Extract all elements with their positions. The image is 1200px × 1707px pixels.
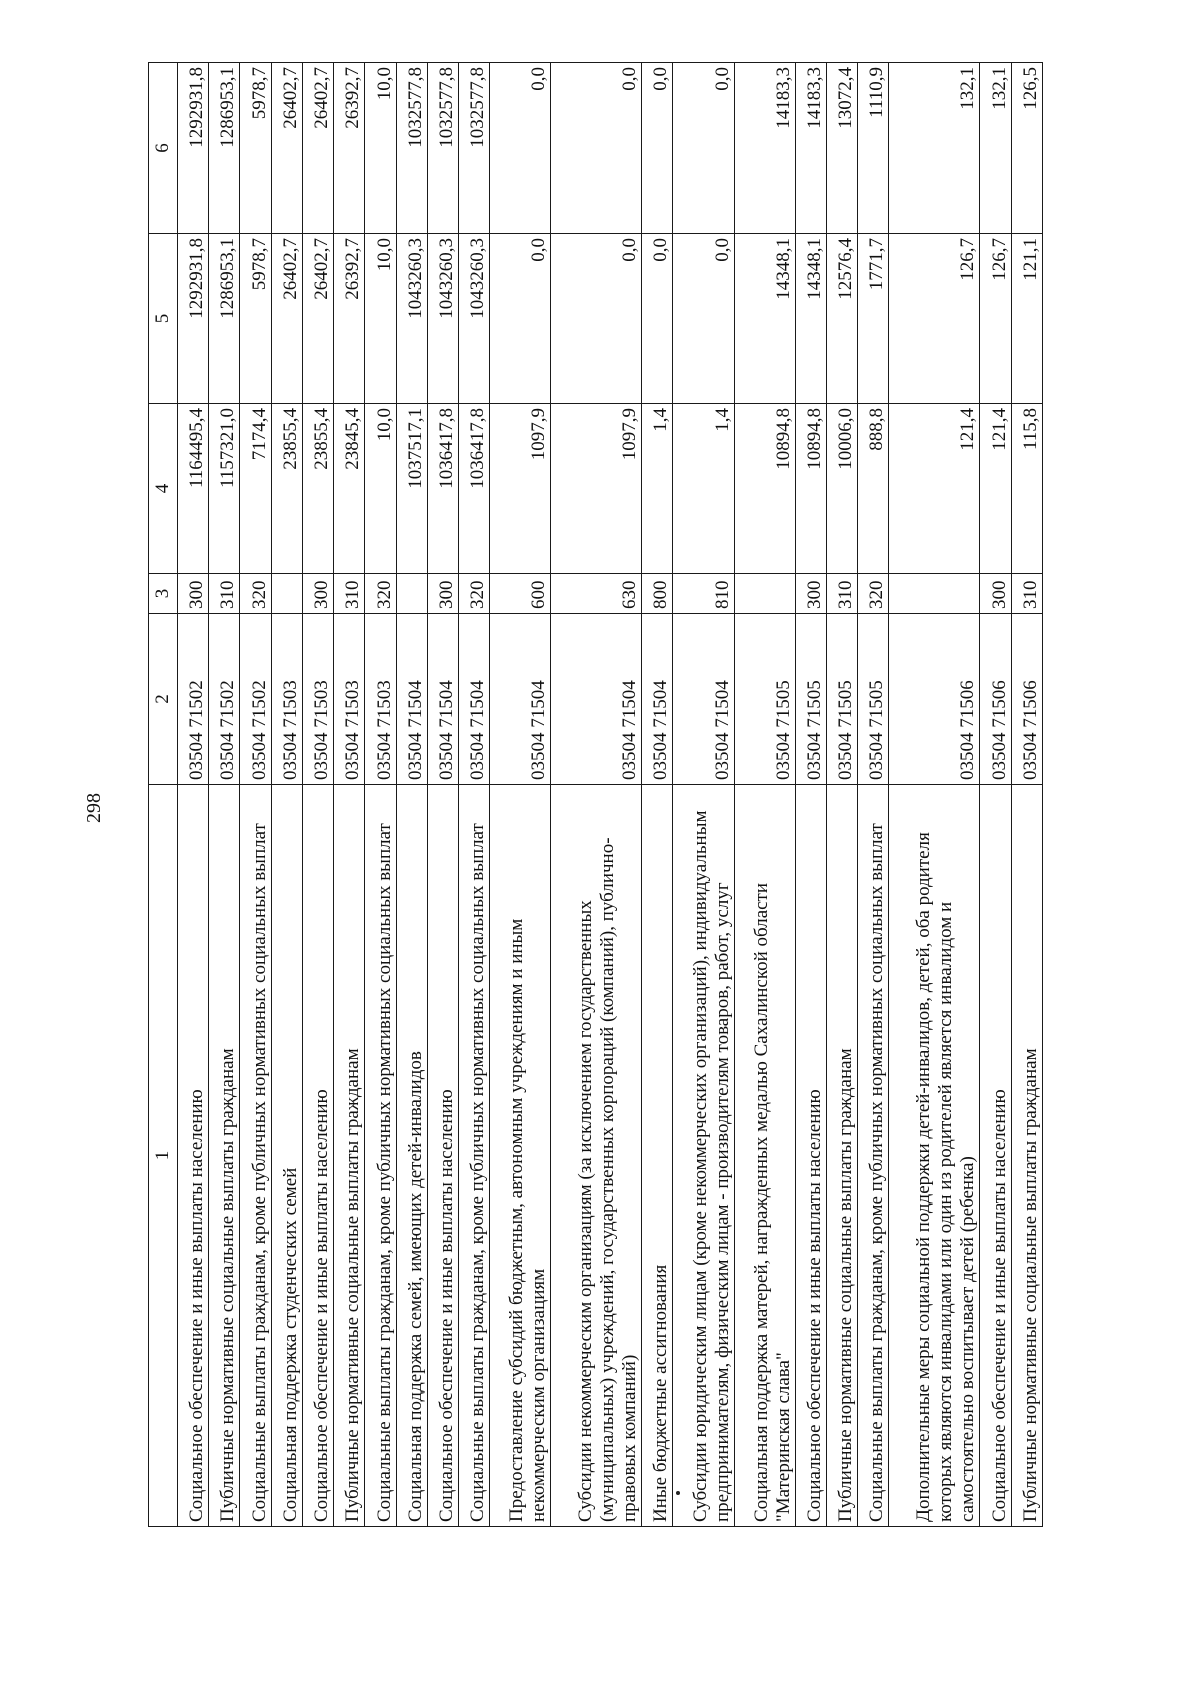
column-header: 6: [149, 63, 178, 234]
column-header: 3: [149, 574, 178, 614]
row-value-col5: 126,7: [980, 234, 1011, 404]
row-value-col4: 1097,9: [490, 404, 551, 574]
row-name-cell: Иные бюджетные ассигнования: [642, 785, 673, 1527]
row-value-col6: 132,1: [889, 63, 980, 234]
row-name-cell: Социальное обеспечение и иные выплаты населению: [302, 785, 333, 1527]
table-row: [240, 63, 271, 1527]
row-expense-type-cell: 600: [490, 574, 551, 614]
row-value-col4: 10894,8: [795, 404, 826, 574]
row-value-col6: 14183,3: [795, 63, 826, 234]
row-name-cell: Публичные нормативные социальные выплаты гражданам: [334, 785, 365, 1527]
row-value-col6: 1032577,8: [427, 63, 458, 234]
row-value-col4: 115,8: [1011, 404, 1043, 574]
row-code-cell: 03504 71505: [826, 614, 857, 785]
row-expense-type-cell: 300: [302, 574, 333, 614]
table-row: [458, 63, 489, 1527]
row-code-cell: 03504 71504: [673, 614, 734, 785]
row-value-col5: 0,0: [673, 234, 734, 404]
row-value-col6: 126,5: [1011, 63, 1043, 234]
row-value-col6: 10,0: [365, 63, 396, 234]
row-value-col5: 1043260,3: [458, 234, 489, 404]
budget-table-rotated: [148, 63, 1043, 1527]
table-row: [642, 63, 673, 1527]
row-value-col5: 126,7: [889, 234, 980, 404]
table-row: [271, 63, 302, 1527]
row-value-col4: 23845,4: [334, 404, 365, 574]
row-expense-type-cell: 320: [858, 574, 889, 614]
row-name-cell: Дополнительные меры социальной поддержки детей-инвалидов, детей, оба родителя которых являются инвалидами или один из родителей является инвалидом и самостоятельно воспитывает детей (ребенка): [889, 785, 980, 1527]
column-header: 4: [149, 404, 178, 574]
row-value-col5: 121,1: [1011, 234, 1043, 404]
row-value-col4: 1037517,1: [396, 404, 427, 574]
table-header-row: [149, 63, 178, 1527]
row-value-col6: 14183,3: [734, 63, 795, 234]
row-expense-type-cell: 300: [178, 574, 209, 614]
row-value-col4: 888,8: [858, 404, 889, 574]
row-value-col6: 1032577,8: [458, 63, 489, 234]
budget-table: [148, 62, 1043, 1527]
row-expense-type-cell: 310: [209, 574, 240, 614]
table-row: [490, 63, 551, 1527]
row-code-cell: 03504 71502: [178, 614, 209, 785]
table-row: [427, 63, 458, 1527]
row-code-cell: 03504 71505: [734, 614, 795, 785]
row-value-col5: 10,0: [365, 234, 396, 404]
row-code-cell: 03504 71506: [889, 614, 980, 785]
row-value-col4: 23855,4: [302, 404, 333, 574]
table-row: [795, 63, 826, 1527]
row-expense-type-cell: 320: [458, 574, 489, 614]
row-name-cell: Субсидии некоммерческим организациям (за исключением государственных (муниципальных) учреждений, государственных корпораций (компаний), публично-правовых компаний): [551, 785, 642, 1527]
row-value-col4: 10894,8: [734, 404, 795, 574]
row-value-col4: 23855,4: [271, 404, 302, 574]
row-code-cell: 03504 71504: [551, 614, 642, 785]
row-name-cell: Публичные нормативные социальные выплаты гражданам: [209, 785, 240, 1527]
row-value-col5: 14348,1: [734, 234, 795, 404]
row-value-col6: 5978,7: [240, 63, 271, 234]
row-value-col6: 26402,7: [271, 63, 302, 234]
row-value-col6: 1292931,8: [178, 63, 209, 234]
table-row: [209, 63, 240, 1527]
row-code-cell: 03504 71503: [271, 614, 302, 785]
table-row: [1011, 63, 1043, 1527]
row-value-col4: 1036417,8: [427, 404, 458, 574]
row-value-col5: 12576,4: [826, 234, 857, 404]
row-value-col6: 1110,9: [858, 63, 889, 234]
row-code-cell: 03504 71502: [240, 614, 271, 785]
row-code-cell: 03504 71503: [365, 614, 396, 785]
row-value-col5: 0,0: [490, 234, 551, 404]
row-code-cell: 03504 71504: [490, 614, 551, 785]
row-value-col5: 5978,7: [240, 234, 271, 404]
row-expense-type-cell: [396, 574, 427, 614]
row-value-col5: 26402,7: [302, 234, 333, 404]
row-value-col5: 14348,1: [795, 234, 826, 404]
table-row: [826, 63, 857, 1527]
row-name-cell: Социальное обеспечение и иные выплаты населению: [795, 785, 826, 1527]
column-header: 2: [149, 614, 178, 785]
table-row: [334, 63, 365, 1527]
table-row: [551, 63, 642, 1527]
row-expense-type-cell: 300: [795, 574, 826, 614]
table-row: [889, 63, 980, 1527]
row-value-col6: 1286953,1: [209, 63, 240, 234]
row-value-col5: 0,0: [551, 234, 642, 404]
row-value-col6: 1032577,8: [396, 63, 427, 234]
table-row: [734, 63, 795, 1527]
table-row: [302, 63, 333, 1527]
row-value-col5: 26392,7: [334, 234, 365, 404]
row-value-col4: 7174,4: [240, 404, 271, 574]
row-expense-type-cell: [734, 574, 795, 614]
scan-speck: [676, 1491, 680, 1495]
row-value-col5: 0,0: [642, 234, 673, 404]
row-name-cell: Социальные выплаты гражданам, кроме публичных нормативных социальных выплат: [240, 785, 271, 1527]
row-code-cell: 03504 71503: [302, 614, 333, 785]
row-value-col4: 1164495,4: [178, 404, 209, 574]
row-name-cell: Социальные выплаты гражданам, кроме публичных нормативных социальных выплат: [365, 785, 396, 1527]
page-number: 298: [83, 793, 105, 823]
table-body: [178, 63, 1043, 1527]
table-row: [178, 63, 209, 1527]
column-header: 5: [149, 234, 178, 404]
row-expense-type-cell: 310: [334, 574, 365, 614]
row-value-col4: 121,4: [980, 404, 1011, 574]
row-value-col4: 10,0: [365, 404, 396, 574]
row-value-col4: 1097,9: [551, 404, 642, 574]
row-expense-type-cell: 310: [826, 574, 857, 614]
row-code-cell: 03504 71504: [396, 614, 427, 785]
table-row: [858, 63, 889, 1527]
table-row: [365, 63, 396, 1527]
table-row: [980, 63, 1011, 1527]
row-expense-type-cell: 300: [427, 574, 458, 614]
row-code-cell: 03504 71502: [209, 614, 240, 785]
row-code-cell: 03504 71504: [642, 614, 673, 785]
row-value-col4: 1,4: [642, 404, 673, 574]
row-expense-type-cell: [889, 574, 980, 614]
table-row: [673, 63, 734, 1527]
row-expense-type-cell: 630: [551, 574, 642, 614]
row-name-cell: Социальная поддержка семей, имеющих детей-инвалидов: [396, 785, 427, 1527]
row-value-col5: 1286953,1: [209, 234, 240, 404]
row-value-col4: 1036417,8: [458, 404, 489, 574]
row-name-cell: Публичные нормативные социальные выплаты гражданам: [826, 785, 857, 1527]
row-value-col6: 26392,7: [334, 63, 365, 234]
row-value-col5: 1771,7: [858, 234, 889, 404]
row-value-col4: 1,4: [673, 404, 734, 574]
row-code-cell: 03504 71503: [334, 614, 365, 785]
row-name-cell: Предоставление субсидий бюджетным, автономным учреждениям и иным некоммерческим организациям: [490, 785, 551, 1527]
row-value-col5: 1292931,8: [178, 234, 209, 404]
row-value-col4: 1157321,0: [209, 404, 240, 574]
row-name-cell: Социальные выплаты гражданам, кроме публичных нормативных социальных выплат: [858, 785, 889, 1527]
row-name-cell: Социальное обеспечение и иные выплаты населению: [178, 785, 209, 1527]
row-value-col6: 0,0: [642, 63, 673, 234]
row-code-cell: 03504 71506: [1011, 614, 1043, 785]
row-expense-type-cell: 300: [980, 574, 1011, 614]
row-code-cell: 03504 71505: [795, 614, 826, 785]
row-value-col6: 26402,7: [302, 63, 333, 234]
row-value-col6: 0,0: [673, 63, 734, 234]
row-code-cell: 03504 71504: [427, 614, 458, 785]
row-name-cell: Социальные выплаты гражданам, кроме публичных нормативных социальных выплат: [458, 785, 489, 1527]
row-expense-type-cell: 800: [642, 574, 673, 614]
row-value-col6: 13072,4: [826, 63, 857, 234]
row-value-col4: 10006,0: [826, 404, 857, 574]
row-expense-type-cell: 320: [365, 574, 396, 614]
row-value-col6: 132,1: [980, 63, 1011, 234]
row-name-cell: Субсидии юридическим лицам (кроме некоммерческих организаций), индивидуальным предпринимателям, физическим лицам - производителям товаров, работ, услуг: [673, 785, 734, 1527]
row-expense-type-cell: 810: [673, 574, 734, 614]
row-code-cell: 03504 71506: [980, 614, 1011, 785]
row-value-col6: 0,0: [490, 63, 551, 234]
row-code-cell: 03504 71504: [458, 614, 489, 785]
row-expense-type-cell: 320: [240, 574, 271, 614]
column-header: 1: [149, 785, 178, 1527]
row-name-cell: Социальное обеспечение и иные выплаты населению: [980, 785, 1011, 1527]
row-expense-type-cell: [271, 574, 302, 614]
row-value-col5: 1043260,3: [427, 234, 458, 404]
row-value-col6: 0,0: [551, 63, 642, 234]
row-name-cell: Социальная поддержка студенческих семей: [271, 785, 302, 1527]
row-code-cell: 03504 71505: [858, 614, 889, 785]
row-value-col5: 1043260,3: [396, 234, 427, 404]
row-value-col5: 26402,7: [271, 234, 302, 404]
row-name-cell: Публичные нормативные социальные выплаты гражданам: [1011, 785, 1043, 1527]
row-expense-type-cell: 310: [1011, 574, 1043, 614]
row-name-cell: Социальная поддержка матерей, награжденных медалью Сахалинской области "Материнская слава": [734, 785, 795, 1527]
row-name-cell: Социальное обеспечение и иные выплаты населению: [427, 785, 458, 1527]
row-value-col4: 121,4: [889, 404, 980, 574]
table-row: [396, 63, 427, 1527]
